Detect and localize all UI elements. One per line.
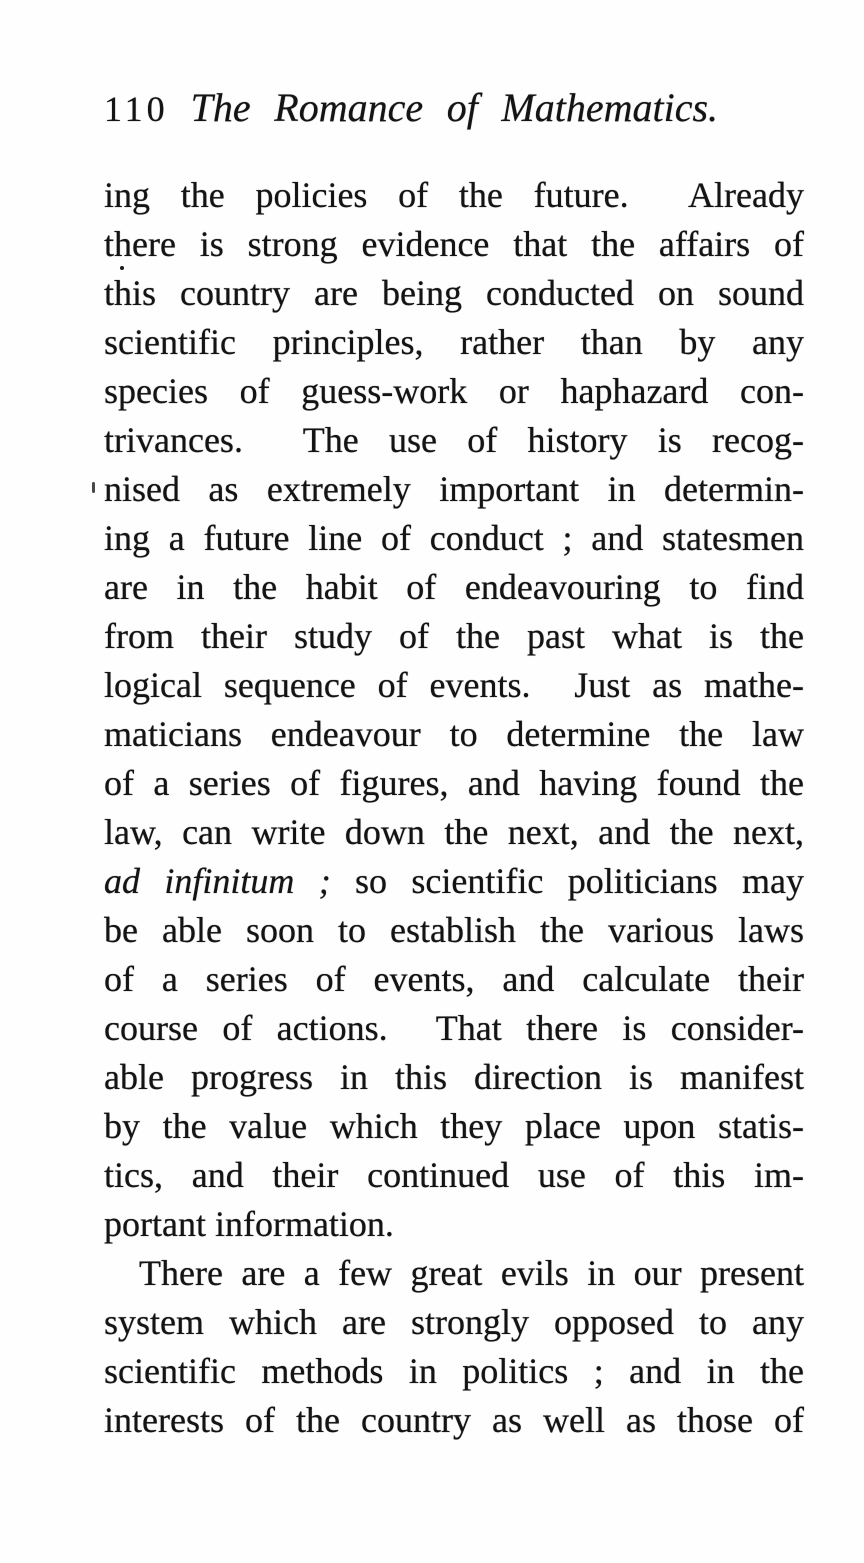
text-line: There are a few great evils in our present	[139, 1253, 804, 1293]
page-body	[104, 171, 804, 1445]
text-line: tics, and their continued use of this im-	[104, 1155, 804, 1195]
text-line: maticians endeavour to determine the law	[104, 714, 804, 754]
page-number: 110	[104, 89, 169, 129]
text-line: scientific methods in politics ; and in the	[104, 1351, 804, 1391]
text-line: law, can write down the next, and the next,	[104, 812, 804, 852]
text-line: ad infinitum ; so scientific politicians may	[104, 861, 804, 901]
text-line: be able soon to establish the various laws	[104, 910, 804, 950]
page-header	[104, 84, 814, 131]
text-line: this country are being conducted on sound	[104, 273, 804, 313]
text-line: course of actions. That there is consider-	[104, 1008, 804, 1048]
text-line: interests of the country as well as those of	[104, 1400, 804, 1440]
ink-speck	[120, 266, 124, 270]
text-line: by the value which they place upon statis-	[104, 1106, 804, 1146]
running-title: The Romance of Mathematics.	[190, 85, 719, 130]
text-line: able progress in this direction is manifest	[104, 1057, 804, 1097]
text-line: trivances. The use of history is recog-	[104, 420, 804, 460]
text-line: of a series of events, and calculate their	[104, 959, 804, 999]
text-line: scientific principles, rather than by any	[104, 322, 804, 362]
text-line: logical sequence of events. Just as mathe-	[104, 665, 804, 705]
text-line: portant information.	[104, 1204, 394, 1244]
text-line: are in the habit of endeavouring to find	[104, 567, 804, 607]
text-line: there is strong evidence that the affairs of	[104, 224, 804, 264]
text-line: nised as extremely important in determin-	[104, 469, 804, 509]
text-line: of a series of figures, and having found the	[104, 763, 804, 803]
text-line: ing the policies of the future. Already	[104, 175, 804, 215]
text-line: ing a future line of conduct ; and statesmen	[104, 518, 804, 558]
italic-phrase: ad infinitum ;	[104, 861, 331, 901]
ink-speck	[92, 482, 95, 493]
text-line: system which are strongly opposed to any	[104, 1302, 804, 1342]
text-line: species of guess-work or haphazard con-	[104, 371, 804, 411]
text-line: from their study of the past what is the	[104, 616, 804, 656]
